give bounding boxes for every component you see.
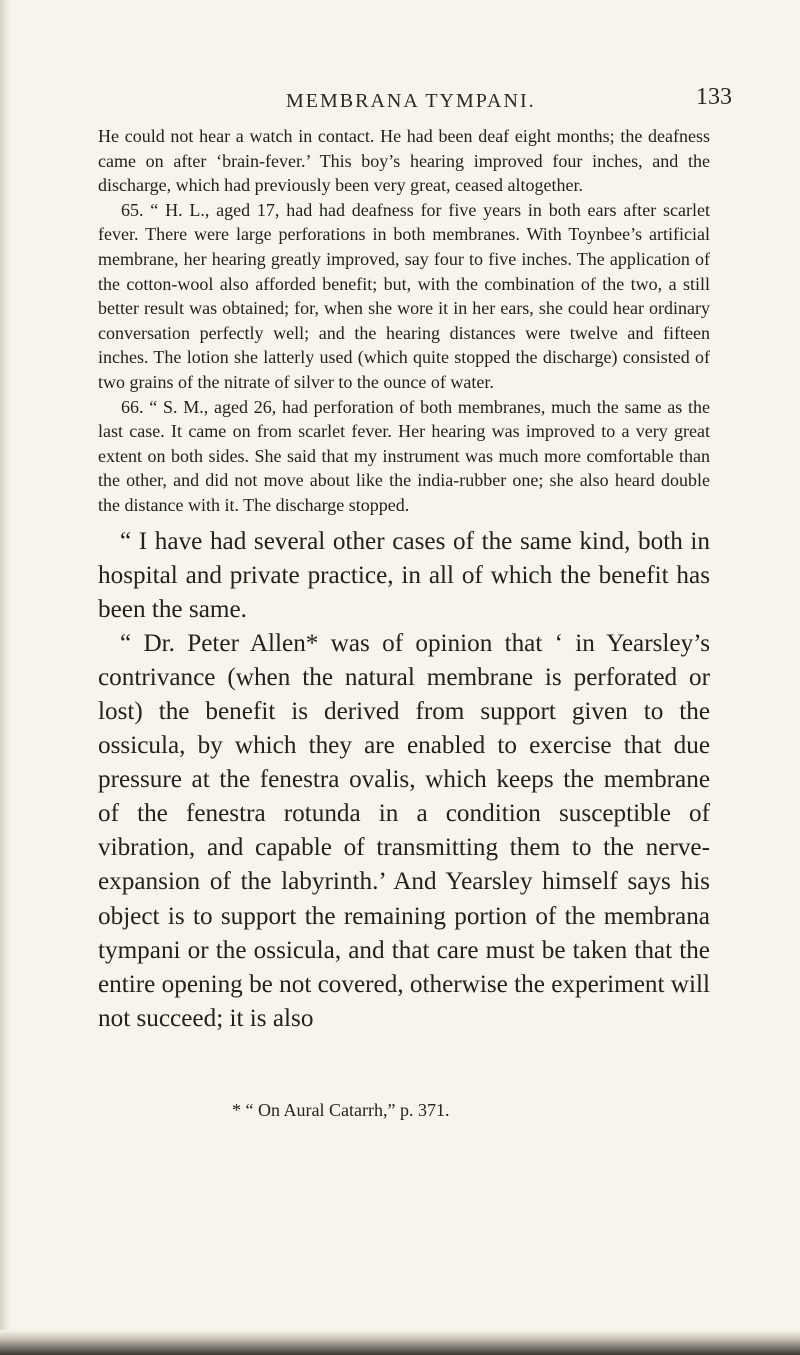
footnote: * “ On Aural Catarrh,” p. 371. — [232, 1100, 450, 1120]
paragraph-case-65: 65. “ H. L., aged 17, had had deafness for five years in both ears after scarlet fever. There were large perforations in both membranes. With Toynbee’s artificial membrane, her hearing greatly improved, say four to five inches. The application of the cotton-wool also afforded benefit; but, with the combination of the two, a still better result was obtained; for, when she wore it in her ears, she could hear ordinary conversation perfectly well; and the hearing distances were twelve and fifteen inches. The lotion she latterly used (which quite stopped the discharge) consisted of two grains of the nitrate of silver to the ounce of water. — [98, 199, 710, 392]
paragraph-case-64-continuation: He could not hear a watch in contact. He had been deaf eight months; the deafness came on after ‘brain-fever.’ This boy’s hearing improved four inches, and the discharge, which had previously been very great, ceased altogether. — [98, 126, 710, 196]
page-left-edge — [0, 0, 12, 1355]
discussion-text — [98, 525, 710, 1036]
paragraph-other-cases: “ I have had several other cases of the same kind, both in hospital and private practice, in all of which the benefit has been the same. — [98, 527, 710, 623]
paragraph-case-66: 66. “ S. M., aged 26, had perforation of both membranes, much the same as the last case. It came on from scarlet fever. Her hearing was improved to a very great extent on both sides. She said that my instrument was much more comfortable than the other, and did not move about like the india-rubber one; she also heard double the distance with it. The discharge stopped. — [98, 396, 710, 515]
paragraph-peter-allen: “ Dr. Peter Allen* was of opinion that ‘ in Yearsley’s contrivance (when the natural membrane is perforated or lost) the benefit is derived from support given to the ossicula, by which they are enabled to exercise that due pressure at the fenestra ovalis, which keeps the membrane of the fenestra rotunda in a condition susceptible of vibration, and capable of transmitting them to the nerve-expansion of the labyrinth.’ And Yearsley himself says his object is to support the remaining portion of the membrana tympani or the ossicula, and that care must be taken that the entire opening be not covered, otherwise the experiment will not succeed; it is also — [98, 629, 710, 1032]
main-text — [98, 124, 710, 1036]
page-number: 133 — [696, 84, 732, 110]
case-notes — [98, 124, 710, 518]
page-bottom-edge — [0, 1330, 800, 1355]
running-title: MEMBRANA TYMPANI. — [286, 90, 536, 112]
page-header — [0, 84, 800, 124]
